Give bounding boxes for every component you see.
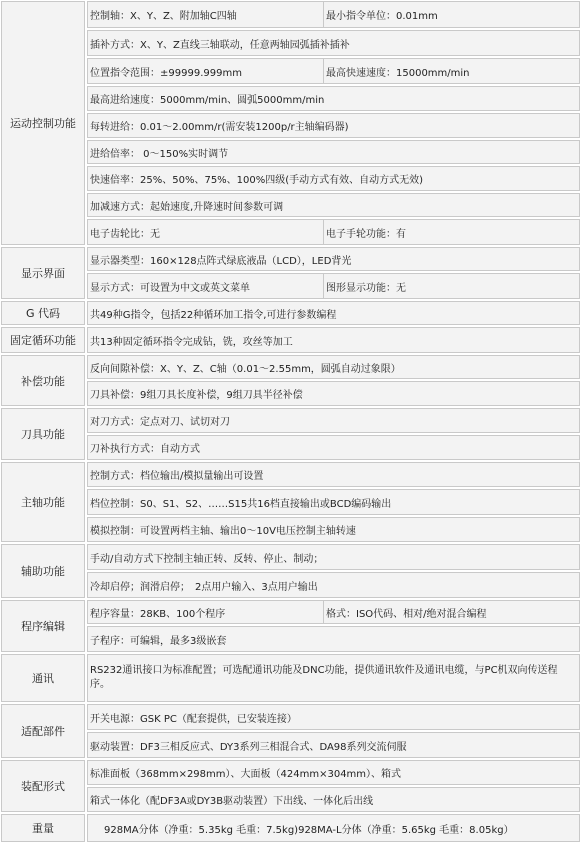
category-weight: 重量 [1, 814, 85, 842]
spec-accel-decel: 加减速方式：起始速度,升降速时间参数可调 [90, 201, 284, 213]
category-display: 显示界面 [1, 247, 85, 299]
spec-max-feed: 最高进给速度：5000mm/min、圆弧5000mm/min [90, 95, 325, 106]
spec-row [87, 247, 580, 271]
spec-rapid-override: 快速倍率：25%、50%、75%、100%四级(手动方式有效、自动方式无效) [90, 175, 424, 186]
spec-aux-control: 手动/自动方式下控制主轴正转、反转、停止、制动； [90, 553, 324, 565]
spec-weight: 928MA分体（净重：5.35kg 毛重：7.5kg)928MA-L分体（净重：5.65kg 毛重：8.05kg） [104, 824, 514, 836]
spec-row [87, 626, 580, 652]
spec-graphics: 图形显示功能：无 [323, 274, 579, 298]
spec-position-range: 位置指令范围：±99999.999mm [90, 67, 242, 79]
category-gcode: G 代码 [1, 301, 85, 325]
spec-row [87, 140, 580, 164]
spec-spindle-control: 控制方式：档位输出/模拟量输出可设置 [90, 471, 264, 482]
spec-row [87, 113, 580, 138]
spec-row [87, 301, 580, 325]
spec-fixed-cycle: 共13种固定循环指令完成钻，铣，攻丝等加工 [90, 336, 293, 348]
spec-row [87, 30, 580, 56]
spec-row [87, 572, 580, 598]
category-compensation: 补偿功能 [1, 355, 85, 406]
spec-row [87, 544, 580, 570]
spec-row [87, 86, 580, 111]
spec-row [87, 273, 580, 299]
spec-program-capacity: 程序容量：28KB、100个程序 [90, 608, 226, 620]
spec-row [87, 355, 580, 379]
spec-row [87, 193, 580, 217]
spec-row [87, 435, 580, 460]
spec-subprogram: 子程序：可编辑，最多3级嵌套 [90, 635, 227, 647]
spec-axes: 控制轴：X、Y、Z、附加轴C四轴 [90, 11, 237, 22]
spec-row [87, 408, 580, 433]
spec-tool-comp: 刀具补偿：9组刀具长度补偿，9组刀具半径补偿 [90, 390, 303, 401]
spec-max-rapid: 最高快速速度：15000mm/min [323, 59, 579, 83]
spec-row [87, 787, 580, 812]
spec-gcode: 共49种G指令，包括22种循环加工指令,可进行参数编程 [90, 309, 337, 321]
spec-row [87, 327, 580, 353]
spec-row [87, 1, 580, 28]
spec-power-supply: 开关电源：GSK PC（配套提供，已安装连接） [90, 713, 297, 725]
category-assembly: 装配形式 [1, 760, 85, 812]
spec-spindle-gear: 档位控制：S0、S1、S2、……S15共16档直接输出或BCD编码输出 [90, 498, 392, 510]
spec-display-mode: 显示方式：可设置为中文或英文菜单 [90, 282, 250, 294]
spec-row [87, 732, 580, 758]
spec-spindle-analog: 模拟控制：可设置两档主轴、输出0～10V电压控制主轴转速 [90, 526, 356, 537]
spec-row [87, 704, 580, 730]
spec-integrated: 箱式一体化（配DF3A或DY3B驱动装置）下出线、一体化后出线 [90, 796, 374, 807]
category-motion-control: 运动控制功能 [1, 1, 85, 245]
category-programming: 程序编辑 [1, 600, 85, 652]
spec-row [87, 600, 580, 624]
spec-row [87, 814, 580, 842]
spec-tool-execution: 刀补执行方式：自动方式 [90, 444, 200, 455]
spec-row [87, 654, 580, 702]
category-tool: 刀具功能 [1, 408, 85, 460]
spec-min-unit: 最小指令单位：0.01mm [323, 2, 579, 27]
spec-row [87, 517, 580, 542]
spec-row [87, 462, 580, 487]
category-auxiliary: 辅助功能 [1, 544, 85, 598]
category-spindle: 主轴功能 [1, 462, 85, 542]
spec-row [87, 58, 580, 84]
spec-communication: RS232通讯接口为标准配置；可选配通讯功能及DNC功能，提供通讯软件及通讯电缆，与PC机双向传送程序。 [90, 665, 558, 690]
spec-row [87, 489, 580, 515]
spec-row [87, 166, 580, 191]
category-components: 适配部件 [1, 704, 85, 758]
category-fixed-cycle: 固定循环功能 [1, 327, 85, 353]
spec-row [87, 760, 580, 785]
spec-drive: 驱动装置：DF3三相反应式、DY3系列三相混合式、DA98系列交流伺服 [90, 741, 407, 753]
spec-program-format: 格式：ISO代码、相对/绝对混合编程 [323, 601, 579, 623]
spec-feed-per-rev: 每转进给：0.01～2.00mm/r(需安装1200p/r主轴编码器) [90, 122, 349, 133]
spec-aux-io: 冷却启停；润滑启停； 2点用户输入、3点用户输出 [90, 581, 318, 593]
spec-row [87, 219, 580, 245]
spec-backlash: 反向间隙补偿：X、Y、Z、C轴（0.01～2.55mm，圆弧自动过象限） [90, 363, 401, 375]
spec-e-gear: 电子齿轮比：无 [90, 228, 160, 240]
category-communication: 通讯 [1, 654, 85, 702]
spec-row [87, 381, 580, 406]
spec-feed-override: 进给倍率： 0～150%实时调节 [90, 148, 229, 160]
spec-interpolation: 插补方式：X、Y、Z直线三轴联动，任意两轴园弧插补插补 [90, 39, 350, 51]
spec-display-type: 显示器类型：160×128点阵式绿底液晶（LCD），LED背光 [90, 255, 352, 267]
spec-panels: 标准面板（368mm×298mm）、大面板（424mm×304mm）、箱式 [90, 769, 402, 780]
spec-tool-setting: 对刀方式：定点对刀、试切对刀 [90, 417, 230, 428]
spec-handwheel: 电子手轮功能：有 [323, 220, 579, 244]
